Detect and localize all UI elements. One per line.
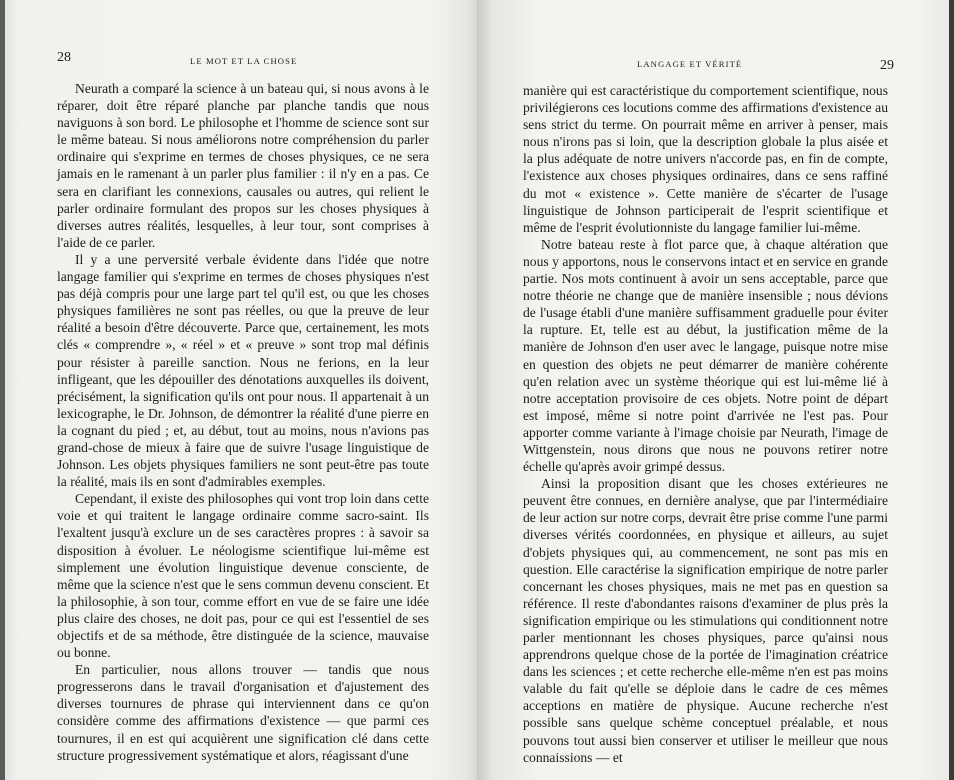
paragraph: Cependant, il existe des philosophes qui vont trop loin dans cette voie et qui traitent le langage ordinaire comme sacro-saint. Ils l'exaltent jusqu'à exclure un de ses caractères propres : à savoir sa disposition à évoluer. Le néologisme scientifique lui-même est simplement une évolution linguistique devenue consciente, de même que la science n'est que le sens commun devenu conscient. Et la philosophie, à son tour, comme effort en vue de se faire une idée plus claire des choses, ne doit pas, pour ce qui est l'essentiel de ses objectifs et de sa méthode, être distinguée de la science, mauvaise ou bonne. bbox=[57, 491, 429, 661]
running-head: LE MOT ET LA CHOSE bbox=[190, 56, 298, 66]
paragraph: Notre bateau reste à flot parce que, à chaque altération que nous y apportons, nous le conservons intact et en service en grande partie. Nos mots continuent à avoir un sens acceptable, parce que notre théorie ne change que de manière insensible ; nous dévions de l'usage établi d'une manière suffisamment graduelle pour éviter la rupture. Et, telle est au début, la justification même de la manière de Johnson d'en user avec le langage, puisque notre mise en question des objets ne peut démarrer de manière cohérente qu'en relation avec un système théorique qui est lui-même lié à notre acceptation provisoire de ces objets. Notre point de départ est imposé, même si notre point d'arrivée ne l'est pas. Pour apporter comme variante à l'image choisie par Neurath, l'image de Wittgenstein, nous dirons que nous ne pouvons retirer notre échelle qu'après avoir grimpé dessus. bbox=[523, 236, 888, 475]
body-text bbox=[57, 80, 429, 764]
page-number: 29 bbox=[880, 58, 894, 73]
paragraph: Ainsi la proposition disant que les choses extérieures ne peuvent être connues, en dernière analyse, que par l'intermédiaire de leur action sur notre corps, devrait être prise comme l'une parmi diverses vérités coordonnées, en physique et ailleurs, au sujet d'objets physiques qui, au commencement, ne sont pas mis en question. Elle caractérise la signification empirique de notre parler concernant les choses physiques, mais ne met pas en question sa référence. Il reste d'abondantes raisons d'examiner de plus près la signification empirique ou les stimulations qui conditionnent notre parler mentionnant les choses physiques, parce qu'ainsi nous apprendrons quelque chose de la portée de l'imagination créatrice dans les sciences ; et cette recherche elle-même n'en est pas moins valable du fait qu'elle se déploie dans le cadre de ces mêmes acceptions en matière de physique. Aucune recherche n'est possible sans quelque schème conceptuel préalable, et nous pouvons tout aussi bien conserver et utiliser le meilleur que nous connaissions — et bbox=[523, 476, 888, 765]
paragraph: En particulier, nous allons trouver — tandis que nous progresserons dans le travail d'organisation et d'ajustement des diverses tournures de phrase qui interviennent dans ce qu'on considère comme des affirmations d'existence — que parmi ces tournures, il en est qui acquièrent une signification clé dans cette structure progressivement systématique et alors, réagissant d'une bbox=[57, 662, 429, 763]
paragraph: Neurath a comparé la science à un bateau qui, si nous avons à le réparer, doit être réparé planche par planche tandis que nous naviguons à son bord. Le philosophe et l'homme de science sont sur le même bateau. Si nous améliorons notre compréhension du parler ordinaire qui s'exprime en termes de choses physiques, ce ne sera jamais en le ramenant à un parler plus familier : il n'y en a pas. Ce sera en clarifiant les connexions, causales ou autres, qui relient le parler ordinaire formulant des propos sur les choses physiques à diverses autres réalités, lesquelles, à leur tour, sont comprises à l'aide de ce parler. bbox=[57, 81, 429, 250]
running-head: LANGAGE ET VÉRITÉ bbox=[637, 59, 743, 69]
right-page bbox=[477, 0, 949, 780]
paragraph: Il y a une perversité verbale évidente dans l'idée que notre langage familier qui s'exprime en termes de choses physiques n'est pas déjà compris pour une large part tel qu'il est, ou que les choses physiques familières ne sont pas réelles, ou que la preuve de leur réalité a besoin d'être découverte. Parce que, certainement, les mots clés « comprendre », « réel » et « preuve » sont trop mal définis pour résister à pareille sanction. Nous ne ferions, en la leur infligeant, que les dépouiller des dénotations auxquelles ils doivent, précisément, la signification qu'ils ont pour nous. Il appartenait à un lexicographe, le Dr. Johnson, de démontrer la réalité d'une pierre en la cognant du pied ; et, au début, tout au moins, nous n'avions pas grand-chose de mieux à faire que de suivre l'usage linguistique de Johnson. Les objets physiques familiers ne sont peut-être pas toute la réalité, mais ils en sont d'admirables exemples. bbox=[57, 251, 429, 490]
page-number: 28 bbox=[57, 50, 71, 65]
body-text bbox=[523, 82, 888, 766]
paragraph: manière qui est caractéristique du comportement scientifique, nous privilégierons ces locutions comme des affirmations d'existence au sens strict du terme. On pourrait même en arriver à penser, mais nous n'irons pas si loin, que la description globale la plus aisée et la plus adéquate de notre univers n'accorde pas, en fin de compte, l'existence aux choses physiques ordinaires, dans ce sens raffiné du mot « existence ». Cette manière de s'écarter de l'usage linguistique de Johnson participerait de l'esprit scientifique et même de l'esprit évolutionniste du langage familier lui-même. bbox=[523, 83, 888, 235]
page-edge bbox=[949, 0, 954, 780]
